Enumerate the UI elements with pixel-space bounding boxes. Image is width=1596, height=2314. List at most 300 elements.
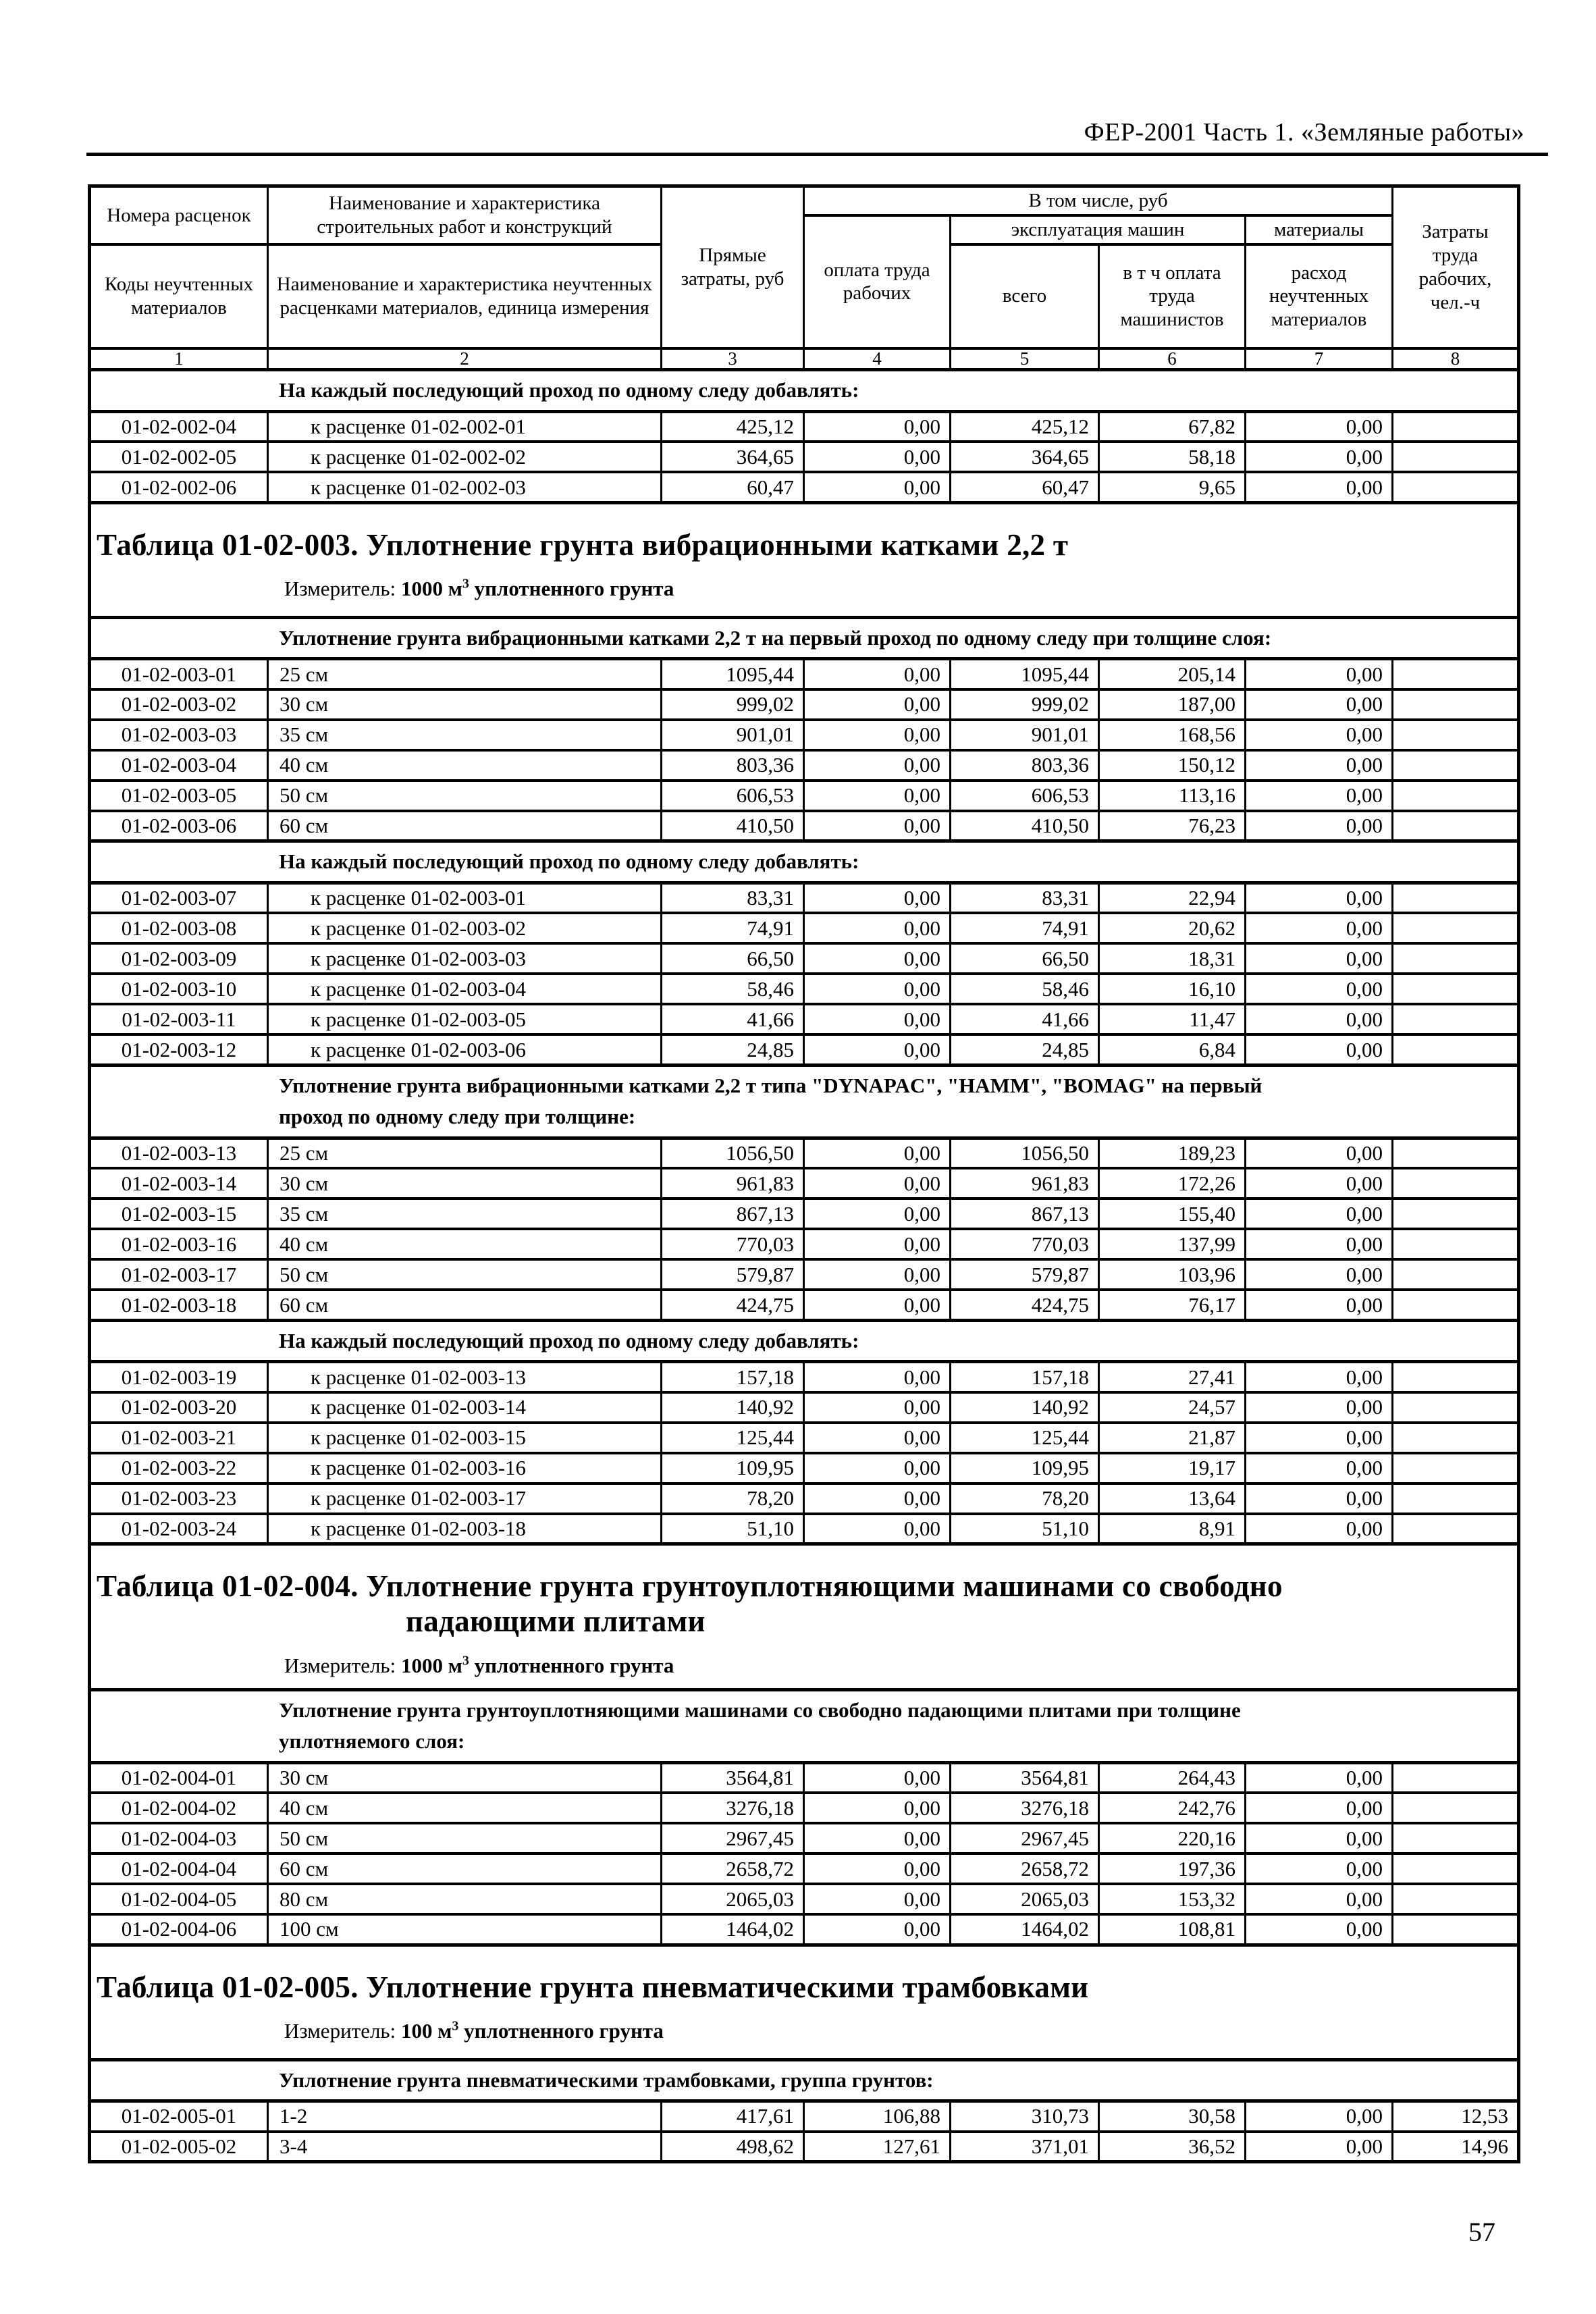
cell-labor-pay: 0,00 xyxy=(804,1290,951,1320)
table-row xyxy=(90,1290,1519,1320)
cell-machinists-pay: 172,26 xyxy=(1099,1168,1246,1199)
cell-direct-costs: 1095,44 xyxy=(662,659,804,689)
section-header: Уплотнение грунта грунтоуплотняющими машинами со свободно падающими плитами при толщине уплотняемого слоя: xyxy=(90,1689,1519,1762)
cell-machines-total: 58,46 xyxy=(951,974,1099,1004)
cell-labor-hours xyxy=(1393,1514,1519,1544)
cell-code: 01-02-003-09 xyxy=(90,943,268,974)
cell-labor-hours xyxy=(1393,781,1519,811)
cell-machinists-pay: 18,31 xyxy=(1099,943,1246,974)
cell-code: 01-02-003-10 xyxy=(90,974,268,1004)
cell-machines-total: 424,75 xyxy=(951,1290,1099,1320)
cell-labor-pay: 0,00 xyxy=(804,689,951,720)
cell-code: 01-02-003-15 xyxy=(90,1199,268,1229)
cell-code: 01-02-003-18 xyxy=(90,1290,268,1320)
rates-table xyxy=(88,184,1520,2163)
cell-labor-hours xyxy=(1393,943,1519,974)
cell-code: 01-02-003-19 xyxy=(90,1362,268,1392)
cell-description: 25 см xyxy=(268,1138,662,1168)
cell-direct-costs: 1056,50 xyxy=(662,1138,804,1168)
cell-machinists-pay: 205,14 xyxy=(1099,659,1246,689)
header-material-codes: Коды неучтенных материалов xyxy=(90,244,268,348)
cell-description: к расценке 01-02-003-16 xyxy=(268,1453,662,1483)
cell-labor-hours xyxy=(1393,1853,1519,1884)
cell-direct-costs: 51,10 xyxy=(662,1514,804,1544)
cell-code: 01-02-002-04 xyxy=(90,411,268,442)
cell-machines-total: 579,87 xyxy=(951,1259,1099,1290)
table-body xyxy=(90,370,1519,2162)
cell-code: 01-02-002-05 xyxy=(90,442,268,472)
cell-machinists-pay: 11,47 xyxy=(1099,1004,1246,1034)
cell-code: 01-02-003-08 xyxy=(90,913,268,943)
cell-machines-total: 606,53 xyxy=(951,781,1099,811)
cell-code: 01-02-004-05 xyxy=(90,1884,268,1914)
cell-materials-consumption: 0,00 xyxy=(1246,1762,1393,1793)
cell-labor-pay: 0,00 xyxy=(804,1229,951,1259)
cell-direct-costs: 125,44 xyxy=(662,1423,804,1453)
cell-code: 01-02-004-04 xyxy=(90,1853,268,1884)
cell-code: 01-02-003-16 xyxy=(90,1229,268,1259)
cell-code: 01-02-003-11 xyxy=(90,1004,268,1034)
cell-machines-total: 999,02 xyxy=(951,689,1099,720)
cell-machines-total: 78,20 xyxy=(951,1483,1099,1514)
cell-labor-pay: 0,00 xyxy=(804,1362,951,1392)
cell-labor-pay: 0,00 xyxy=(804,1483,951,1514)
cell-machinists-pay: 113,16 xyxy=(1099,781,1246,811)
cell-materials-consumption: 0,00 xyxy=(1246,2101,1393,2132)
table-row xyxy=(90,974,1519,1004)
cell-code: 01-02-003-03 xyxy=(90,720,268,750)
column-number: 3 xyxy=(662,348,804,370)
cell-labor-pay: 0,00 xyxy=(804,781,951,811)
cell-description: к расценке 01-02-003-03 xyxy=(268,943,662,974)
cell-description: 35 см xyxy=(268,720,662,750)
column-number: 1 xyxy=(90,348,268,370)
cell-labor-hours xyxy=(1393,1483,1519,1514)
table-row xyxy=(90,1483,1519,1514)
cell-direct-costs: 24,85 xyxy=(662,1034,804,1065)
cell-labor-hours xyxy=(1393,411,1519,442)
cell-labor-pay: 0,00 xyxy=(804,472,951,502)
cell-description: к расценке 01-02-003-18 xyxy=(268,1514,662,1544)
section-header-row xyxy=(90,1065,1519,1138)
cell-labor-hours: 12,53 xyxy=(1393,2101,1519,2132)
cell-code: 01-02-004-06 xyxy=(90,1914,268,1945)
cell-machinists-pay: 187,00 xyxy=(1099,689,1246,720)
cell-machines-total: 803,36 xyxy=(951,750,1099,781)
cell-labor-pay: 0,00 xyxy=(804,883,951,913)
cell-materials-consumption: 0,00 xyxy=(1246,2132,1393,2162)
table-row xyxy=(90,781,1519,811)
cell-direct-costs: 74,91 xyxy=(662,913,804,943)
table-row xyxy=(90,1423,1519,1453)
header-machinists-pay: в т ч оплата труда машинистов xyxy=(1099,244,1246,348)
cell-description: 50 см xyxy=(268,1259,662,1290)
table-row xyxy=(90,1362,1519,1392)
cell-description: 50 см xyxy=(268,1823,662,1853)
cell-direct-costs: 999,02 xyxy=(662,689,804,720)
cell-machines-total: 1464,02 xyxy=(951,1914,1099,1945)
cell-labor-pay: 0,00 xyxy=(804,1823,951,1853)
section-header-row xyxy=(90,617,1519,659)
table-row xyxy=(90,1199,1519,1229)
header-group-machines: эксплуатация машин xyxy=(951,215,1246,244)
cell-description: 60 см xyxy=(268,811,662,841)
cell-machines-total: 770,03 xyxy=(951,1229,1099,1259)
cell-labor-pay: 0,00 xyxy=(804,411,951,442)
cell-code: 01-02-004-03 xyxy=(90,1823,268,1853)
cell-machinists-pay: 67,82 xyxy=(1099,411,1246,442)
cell-machines-total: 310,73 xyxy=(951,2101,1099,2132)
cell-machines-total: 1056,50 xyxy=(951,1138,1099,1168)
cell-materials-consumption: 0,00 xyxy=(1246,1823,1393,1853)
cell-machinists-pay: 21,87 xyxy=(1099,1423,1246,1453)
cell-materials-consumption: 0,00 xyxy=(1246,781,1393,811)
cell-machines-total: 60,47 xyxy=(951,472,1099,502)
header-rule xyxy=(86,153,1548,156)
cell-direct-costs: 3276,18 xyxy=(662,1793,804,1823)
cell-description: к расценке 01-02-003-01 xyxy=(268,883,662,913)
section-header: Уплотнение грунта вибрационными катками 2,2 т на первый проход по одному следу при толщине слоя: xyxy=(90,617,1519,659)
cell-machinists-pay: 168,56 xyxy=(1099,720,1246,750)
cell-description: 60 см xyxy=(268,1853,662,1884)
cell-direct-costs: 867,13 xyxy=(662,1199,804,1229)
table-title-block xyxy=(90,1544,1519,1689)
header-labor-hours: Затраты труда рабочих, чел.-ч xyxy=(1393,186,1519,348)
cell-description: 100 см xyxy=(268,1914,662,1945)
cell-description: к расценке 01-02-003-05 xyxy=(268,1004,662,1034)
cell-description: 40 см xyxy=(268,750,662,781)
cell-description: 30 см xyxy=(268,689,662,720)
cell-machines-total: 1095,44 xyxy=(951,659,1099,689)
table-row xyxy=(90,883,1519,913)
cell-labor-pay: 0,00 xyxy=(804,1392,951,1423)
cell-code: 01-02-003-01 xyxy=(90,659,268,689)
cell-materials-consumption: 0,00 xyxy=(1246,1199,1393,1229)
cell-machines-total: 364,65 xyxy=(951,442,1099,472)
cell-labor-hours xyxy=(1393,1793,1519,1823)
cell-materials-consumption: 0,00 xyxy=(1246,1034,1393,1065)
cell-machines-total: 2967,45 xyxy=(951,1823,1099,1853)
table-row xyxy=(90,913,1519,943)
cell-materials-consumption: 0,00 xyxy=(1246,974,1393,1004)
cell-labor-hours xyxy=(1393,1290,1519,1320)
measurer-line: Измеритель: 1000 $м^3$ уплотненного грунта xyxy=(284,576,674,600)
cell-labor-pay: 0,00 xyxy=(804,1762,951,1793)
cell-machinists-pay: 197,36 xyxy=(1099,1853,1246,1884)
cell-machinists-pay: 155,40 xyxy=(1099,1199,1246,1229)
cell-machines-total: 41,66 xyxy=(951,1004,1099,1034)
table-row xyxy=(90,1453,1519,1483)
cell-description: 30 см xyxy=(268,1168,662,1199)
cell-code: 01-02-003-12 xyxy=(90,1034,268,1065)
measurer-line: Измеритель: 1000 $м^3$ уплотненного грунта xyxy=(284,1653,674,1677)
cell-direct-costs: 2967,45 xyxy=(662,1823,804,1853)
running-header: ФЕР-2001 Часть 1. «Земляные работы» xyxy=(1084,118,1524,147)
cell-machinists-pay: 19,17 xyxy=(1099,1453,1246,1483)
cell-materials-consumption: 0,00 xyxy=(1246,883,1393,913)
table-title-block xyxy=(90,1945,1519,2059)
cell-code: 01-02-003-21 xyxy=(90,1423,268,1453)
cell-machines-total: 51,10 xyxy=(951,1514,1099,1544)
cell-description: к расценке 01-02-003-13 xyxy=(268,1362,662,1392)
cell-direct-costs: 579,87 xyxy=(662,1259,804,1290)
cell-labor-hours xyxy=(1393,1823,1519,1853)
table-row xyxy=(90,411,1519,442)
cell-machinists-pay: 108,81 xyxy=(1099,1914,1246,1945)
cell-labor-pay: 0,00 xyxy=(804,659,951,689)
cell-labor-pay: 0,00 xyxy=(804,974,951,1004)
section-header-row xyxy=(90,1320,1519,1362)
cell-labor-hours xyxy=(1393,1199,1519,1229)
table-row xyxy=(90,1914,1519,1945)
cell-labor-pay: 0,00 xyxy=(804,811,951,841)
cell-description: 80 см xyxy=(268,1884,662,1914)
cell-materials-consumption: 0,00 xyxy=(1246,1914,1393,1945)
cell-code: 01-02-003-23 xyxy=(90,1483,268,1514)
cell-direct-costs: 157,18 xyxy=(662,1362,804,1392)
cell-machines-total: 410,50 xyxy=(951,811,1099,841)
cell-labor-pay: 0,00 xyxy=(804,913,951,943)
cell-direct-costs: 3564,81 xyxy=(662,1762,804,1793)
cell-materials-consumption: 0,00 xyxy=(1246,1290,1393,1320)
cell-labor-hours xyxy=(1393,659,1519,689)
cell-description: к расценке 01-02-003-17 xyxy=(268,1483,662,1514)
cell-machines-total: 83,31 xyxy=(951,883,1099,913)
table-row xyxy=(90,689,1519,720)
table-row xyxy=(90,1229,1519,1259)
cell-labor-pay: 0,00 xyxy=(804,1004,951,1034)
cell-direct-costs: 803,36 xyxy=(662,750,804,781)
cell-labor-pay: 0,00 xyxy=(804,1514,951,1544)
cell-direct-costs: 109,95 xyxy=(662,1453,804,1483)
cell-machinists-pay: 76,17 xyxy=(1099,1290,1246,1320)
cell-code: 01-02-005-02 xyxy=(90,2132,268,2162)
cell-direct-costs: 424,75 xyxy=(662,1290,804,1320)
cell-materials-consumption: 0,00 xyxy=(1246,1168,1393,1199)
table-row xyxy=(90,750,1519,781)
cell-code: 01-02-003-07 xyxy=(90,883,268,913)
cell-description: к расценке 01-02-002-03 xyxy=(268,472,662,502)
column-number: 4 xyxy=(804,348,951,370)
cell-machinists-pay: 137,99 xyxy=(1099,1229,1246,1259)
table-row xyxy=(90,1138,1519,1168)
cell-description: к расценке 01-02-002-01 xyxy=(268,411,662,442)
table-row xyxy=(90,943,1519,974)
cell-direct-costs: 58,46 xyxy=(662,974,804,1004)
cell-machines-total: 901,01 xyxy=(951,720,1099,750)
table-row xyxy=(90,1392,1519,1423)
section-header: Уплотнение грунта пневматическими трамбовками, группа грунтов: xyxy=(90,2059,1519,2101)
table-row xyxy=(90,1762,1519,1793)
column-number: 5 xyxy=(951,348,1099,370)
cell-materials-consumption: 0,00 xyxy=(1246,411,1393,442)
cell-description: 40 см xyxy=(268,1793,662,1823)
header-materials-consumption: расход неучтенных материалов xyxy=(1246,244,1393,348)
cell-materials-consumption: 0,00 xyxy=(1246,720,1393,750)
cell-machinists-pay: 9,65 xyxy=(1099,472,1246,502)
cell-labor-hours xyxy=(1393,883,1519,913)
cell-materials-consumption: 0,00 xyxy=(1246,1392,1393,1423)
cell-materials-consumption: 0,00 xyxy=(1246,472,1393,502)
cell-labor-pay: 0,00 xyxy=(804,1884,951,1914)
cell-code: 01-02-002-06 xyxy=(90,472,268,502)
table-row xyxy=(90,1034,1519,1065)
cell-labor-pay: 106,88 xyxy=(804,2101,951,2132)
cell-materials-consumption: 0,00 xyxy=(1246,1884,1393,1914)
column-number: 8 xyxy=(1393,348,1519,370)
cell-labor-hours xyxy=(1393,974,1519,1004)
table-row xyxy=(90,2101,1519,2132)
cell-code: 01-02-003-20 xyxy=(90,1392,268,1423)
table-row xyxy=(90,1004,1519,1034)
cell-machinists-pay: 13,64 xyxy=(1099,1483,1246,1514)
table-row xyxy=(90,1259,1519,1290)
cell-materials-consumption: 0,00 xyxy=(1246,1229,1393,1259)
cell-materials-consumption: 0,00 xyxy=(1246,1423,1393,1453)
cell-direct-costs: 83,31 xyxy=(662,883,804,913)
cell-machinists-pay: 6,84 xyxy=(1099,1034,1246,1065)
cell-machinists-pay: 20,62 xyxy=(1099,913,1246,943)
section-header: На каждый последующий проход по одному следу добавлять: xyxy=(90,1320,1519,1362)
cell-direct-costs: 66,50 xyxy=(662,943,804,974)
cell-machines-total: 74,91 xyxy=(951,913,1099,943)
cell-labor-pay: 0,00 xyxy=(804,1453,951,1483)
cell-labor-hours: 14,96 xyxy=(1393,2132,1519,2162)
cell-direct-costs: 901,01 xyxy=(662,720,804,750)
cell-machinists-pay: 36,52 xyxy=(1099,2132,1246,2162)
cell-direct-costs: 417,61 xyxy=(662,2101,804,2132)
cell-description: 30 см xyxy=(268,1762,662,1793)
cell-labor-pay: 0,00 xyxy=(804,442,951,472)
cell-description: к расценке 01-02-003-04 xyxy=(268,974,662,1004)
table-title-row xyxy=(90,502,1519,617)
cell-description: 1-2 xyxy=(268,2101,662,2132)
cell-labor-hours xyxy=(1393,1423,1519,1453)
cell-labor-pay: 0,00 xyxy=(804,1199,951,1229)
cell-labor-hours xyxy=(1393,472,1519,502)
cell-labor-hours xyxy=(1393,1453,1519,1483)
table-row xyxy=(90,472,1519,502)
cell-code: 01-02-003-13 xyxy=(90,1138,268,1168)
cell-machinists-pay: 150,12 xyxy=(1099,750,1246,781)
cell-direct-costs: 78,20 xyxy=(662,1483,804,1514)
cell-labor-hours xyxy=(1393,750,1519,781)
table-row xyxy=(90,442,1519,472)
table-row xyxy=(90,1823,1519,1853)
cell-direct-costs: 410,50 xyxy=(662,811,804,841)
section-header: На каждый последующий проход по одному следу добавлять: xyxy=(90,370,1519,412)
cell-description: 25 см xyxy=(268,659,662,689)
cell-materials-consumption: 0,00 xyxy=(1246,811,1393,841)
cell-materials-consumption: 0,00 xyxy=(1246,1453,1393,1483)
cell-machinists-pay: 30,58 xyxy=(1099,2101,1246,2132)
cell-machines-total: 24,85 xyxy=(951,1034,1099,1065)
cell-direct-costs: 2658,72 xyxy=(662,1853,804,1884)
table-row xyxy=(90,1168,1519,1199)
cell-labor-pay: 0,00 xyxy=(804,1853,951,1884)
cell-materials-consumption: 0,00 xyxy=(1246,689,1393,720)
cell-labor-hours xyxy=(1393,1762,1519,1793)
cell-machinists-pay: 103,96 xyxy=(1099,1259,1246,1290)
header-group-including: В том числе, руб xyxy=(804,186,1393,215)
cell-labor-pay: 0,00 xyxy=(804,1914,951,1945)
cell-machinists-pay: 153,32 xyxy=(1099,1884,1246,1914)
cell-description: к расценке 01-02-002-02 xyxy=(268,442,662,472)
cell-description: 60 см xyxy=(268,1290,662,1320)
cell-labor-hours xyxy=(1393,720,1519,750)
cell-machines-total: 66,50 xyxy=(951,943,1099,974)
cell-materials-consumption: 0,00 xyxy=(1246,1138,1393,1168)
table-header xyxy=(90,186,1519,370)
cell-labor-pay: 0,00 xyxy=(804,1793,951,1823)
table-title: Таблица 01-02-003. Уплотнение грунта вибрационными катками 2,2 т xyxy=(97,527,1069,562)
section-header-row xyxy=(90,370,1519,412)
column-number: 2 xyxy=(268,348,662,370)
cell-materials-consumption: 0,00 xyxy=(1246,1793,1393,1823)
section-header-row xyxy=(90,2059,1519,2101)
cell-machines-total: 125,44 xyxy=(951,1423,1099,1453)
cell-labor-hours xyxy=(1393,1138,1519,1168)
cell-labor-pay: 0,00 xyxy=(804,720,951,750)
cell-code: 01-02-003-06 xyxy=(90,811,268,841)
section-header: На каждый последующий проход по одному следу добавлять: xyxy=(90,841,1519,883)
header-work-description: Наименование и характеристика строительных работ и конструкций xyxy=(268,186,662,244)
cell-machinists-pay: 189,23 xyxy=(1099,1138,1246,1168)
cell-labor-pay: 0,00 xyxy=(804,1259,951,1290)
cell-code: 01-02-003-17 xyxy=(90,1259,268,1290)
cell-machines-total: 2065,03 xyxy=(951,1884,1099,1914)
cell-materials-consumption: 0,00 xyxy=(1246,750,1393,781)
cell-description: к расценке 01-02-003-15 xyxy=(268,1423,662,1453)
table-row xyxy=(90,720,1519,750)
section-header-row xyxy=(90,1689,1519,1762)
cell-labor-hours xyxy=(1393,442,1519,472)
cell-description: 3-4 xyxy=(268,2132,662,2162)
cell-machines-total: 961,83 xyxy=(951,1168,1099,1199)
cell-machinists-pay: 264,43 xyxy=(1099,1762,1246,1793)
table-title: Таблица 01-02-005. Уплотнение грунта пневматическими трамбовками xyxy=(97,1970,1089,2004)
header-rate-numbers: Номера расценок xyxy=(90,186,268,244)
cell-labor-hours xyxy=(1393,811,1519,841)
cell-labor-hours xyxy=(1393,1362,1519,1392)
cell-direct-costs: 41,66 xyxy=(662,1004,804,1034)
cell-machinists-pay: 27,41 xyxy=(1099,1362,1246,1392)
page-number: 57 xyxy=(1468,2217,1495,2247)
cell-machinists-pay: 24,57 xyxy=(1099,1392,1246,1423)
cell-code: 01-02-004-01 xyxy=(90,1762,268,1793)
cell-code: 01-02-003-05 xyxy=(90,781,268,811)
cell-direct-costs: 1464,02 xyxy=(662,1914,804,1945)
measurer-line: Измеритель: 100 $м^3$ уплотненного грунта xyxy=(284,2018,664,2043)
cell-machines-total: 867,13 xyxy=(951,1199,1099,1229)
cell-code: 01-02-003-14 xyxy=(90,1168,268,1199)
cell-machinists-pay: 76,23 xyxy=(1099,811,1246,841)
header-machines-total: всего xyxy=(951,244,1099,348)
cell-labor-hours xyxy=(1393,1884,1519,1914)
table-title: падающими плитами xyxy=(406,1604,706,1639)
cell-machinists-pay: 242,76 xyxy=(1099,1793,1246,1823)
cell-direct-costs: 2065,03 xyxy=(662,1884,804,1914)
cell-labor-hours xyxy=(1393,1392,1519,1423)
cell-machinists-pay: 16,10 xyxy=(1099,974,1246,1004)
cell-machines-total: 425,12 xyxy=(951,411,1099,442)
cell-direct-costs: 770,03 xyxy=(662,1229,804,1259)
cell-machines-total: 140,92 xyxy=(951,1392,1099,1423)
cell-materials-consumption: 0,00 xyxy=(1246,1259,1393,1290)
header-workers-pay: оплата труда рабочих xyxy=(804,215,951,348)
cell-description: к расценке 01-02-003-02 xyxy=(268,913,662,943)
cell-materials-consumption: 0,00 xyxy=(1246,442,1393,472)
